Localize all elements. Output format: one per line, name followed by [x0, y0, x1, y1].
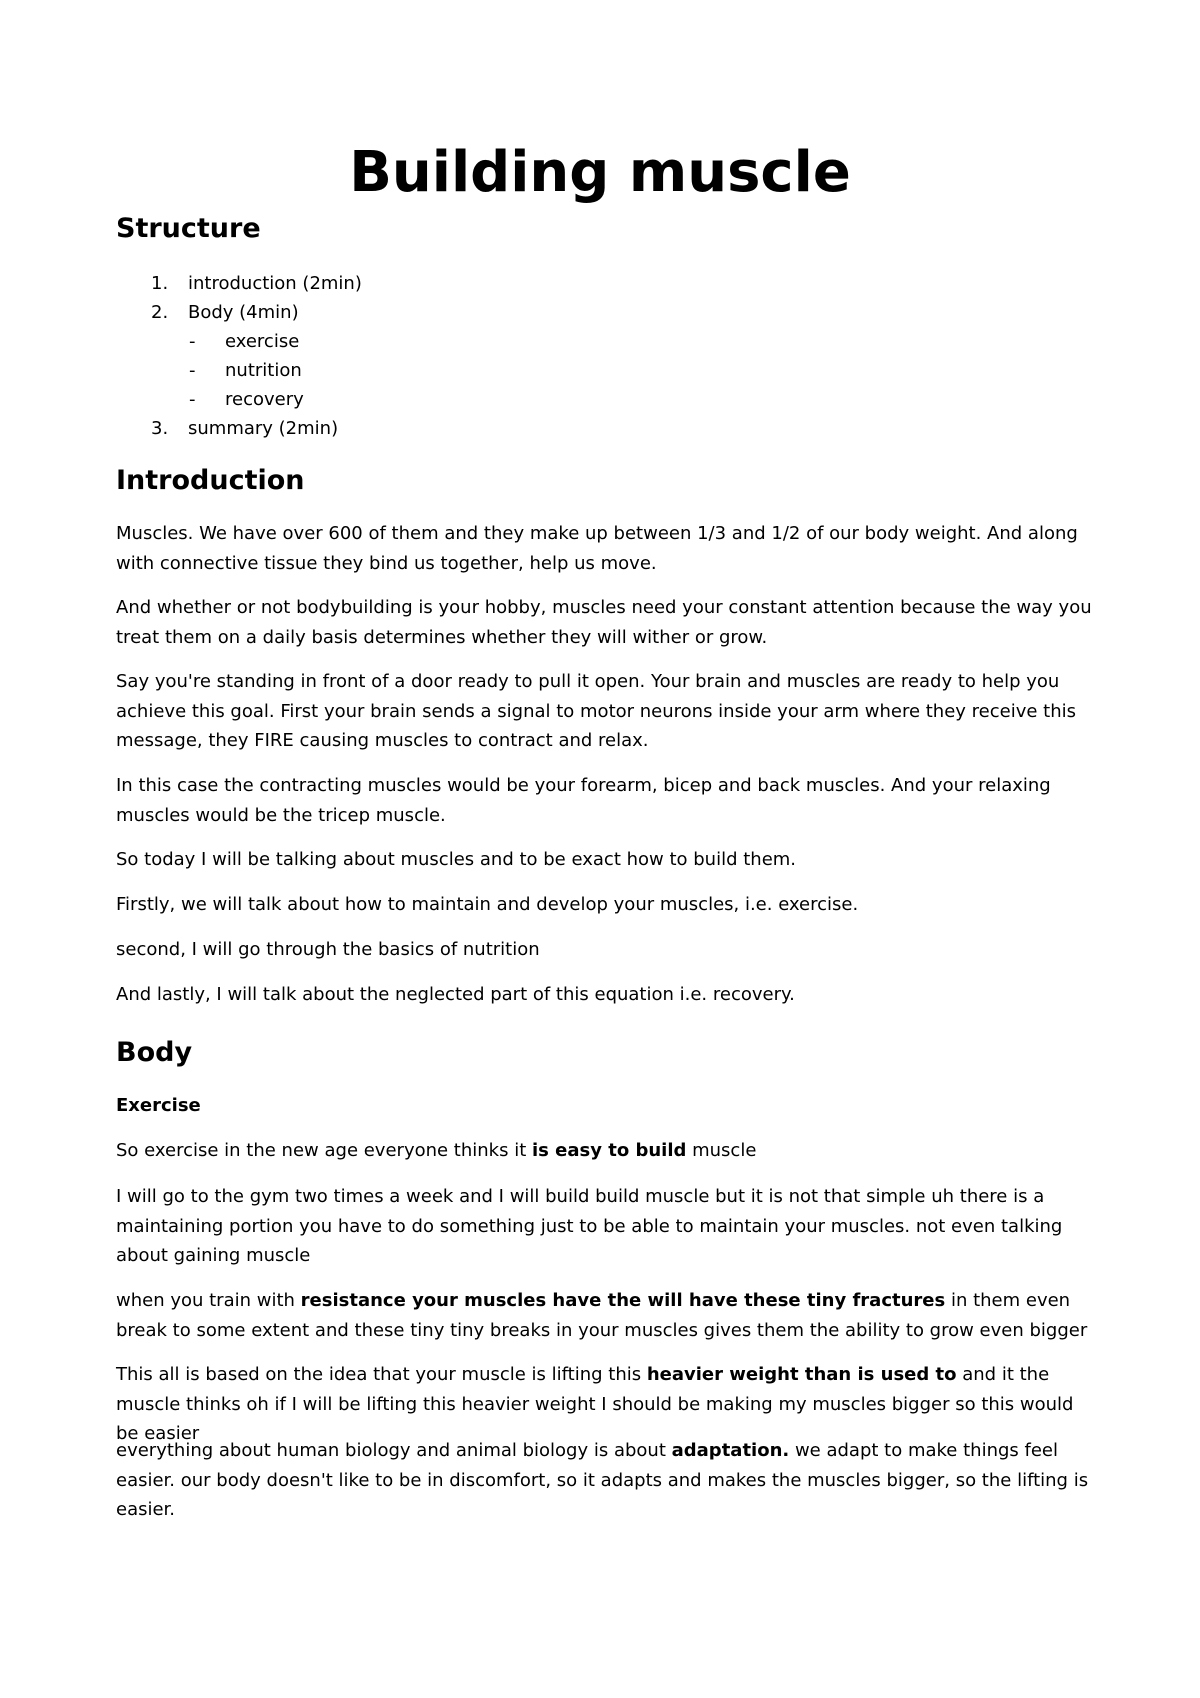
exercise-subheading: Exercise — [116, 1095, 201, 1116]
list-marker: 2. — [151, 302, 169, 323]
paragraph: Firstly, we will talk about how to maintain and develop your muscles, i.e. exercise. — [116, 894, 859, 915]
list-marker: 3. — [151, 418, 169, 439]
structure-sublist-item — [189, 388, 304, 412]
paragraph: And whether or not bodybuilding is your hobby, muscles need your constant attention because the way you treat them on a daily basis determines whether they will wither or grow. — [116, 597, 1092, 648]
bold-text-run: is easy to build — [532, 1140, 687, 1161]
paragraph — [116, 1286, 1101, 1345]
text-run: muscle — [686, 1140, 757, 1161]
text-run: and it the muscle thinks oh if I will be lifting this heavier weight I should be making my muscles bigger so this would be easier — [116, 1364, 1074, 1444]
structure-sublist-item — [189, 359, 302, 383]
paragraph: So today I will be talking about muscles and to be exact how to build them. — [116, 849, 797, 870]
document-title: Building muscle — [349, 140, 851, 205]
introduction-heading: Introduction — [116, 465, 305, 496]
bold-text-run: heavier weight than is used to — [646, 1364, 957, 1385]
list-marker: - — [189, 331, 196, 352]
paragraph: I will go to the gym two times a week and I will build build muscle but it is not that simple uh there is a maintaining portion you have to do something just to be able to maintain your muscles. not even talking about gaining muscle — [116, 1186, 1063, 1266]
paragraph: And lastly, I will talk about the neglected part of this equation i.e. recovery. — [116, 984, 795, 1005]
paragraph: In this case the contracting muscles would be your forearm, bicep and back muscles. And your relaxing muscles would be the tricep muscle. — [116, 775, 1051, 826]
list-marker: - — [189, 389, 196, 410]
structure-list-item — [151, 301, 299, 325]
text-run: when you train with — [116, 1290, 301, 1311]
paragraph: Say you're standing in front of a door ready to pull it open. Your brain and muscles are ready to help you achieve this goal. First your brain sends a signal to motor neurons inside your arm where they receive this message, they FIRE causing muscles to contract and relax. — [116, 671, 1077, 751]
list-marker: 1. — [151, 273, 169, 294]
list-item-text: exercise — [225, 331, 300, 352]
list-marker: - — [189, 360, 196, 381]
structure-list-item — [151, 272, 362, 296]
text-run: in them even break to some extent and these tiny tiny breaks in your muscles gives them the ability to grow even bigger — [116, 1290, 1088, 1341]
text-run: we adapt to make things feel easier. our body doesn't like to be in discomfort, so it adapts and makes the muscles bigger, so the lifting is easier. — [116, 1440, 1089, 1520]
bold-text-run: resistance your muscles have the will have these tiny fractures — [300, 1290, 946, 1311]
list-item-text: introduction (2min) — [188, 273, 362, 294]
list-item-text: summary (2min) — [188, 418, 339, 439]
list-item-text: Body (4min) — [188, 302, 299, 323]
paragraph: second, I will go through the basics of nutrition — [116, 939, 540, 960]
paragraph: Muscles. We have over 600 of them and they make up between 1/3 and 1/2 of our body weight. And along with connective tissue they bind us together, help us move. — [116, 523, 1078, 574]
bold-text-run: adaptation. — [671, 1440, 790, 1461]
structure-sublist-item — [189, 330, 300, 354]
paragraph — [116, 1436, 1101, 1525]
list-item-text: nutrition — [225, 360, 302, 381]
structure-list-item — [151, 417, 339, 441]
text-run: This all is based on the idea that your muscle is lifting this — [116, 1364, 647, 1385]
paragraph — [116, 1136, 1101, 1166]
structure-heading: Structure — [116, 213, 261, 244]
text-run: So exercise in the new age everyone thinks it — [116, 1140, 532, 1161]
text-run: everything about human biology and animal biology is about — [116, 1440, 672, 1461]
list-item-text: recovery — [225, 389, 304, 410]
body-heading: Body — [116, 1037, 193, 1068]
